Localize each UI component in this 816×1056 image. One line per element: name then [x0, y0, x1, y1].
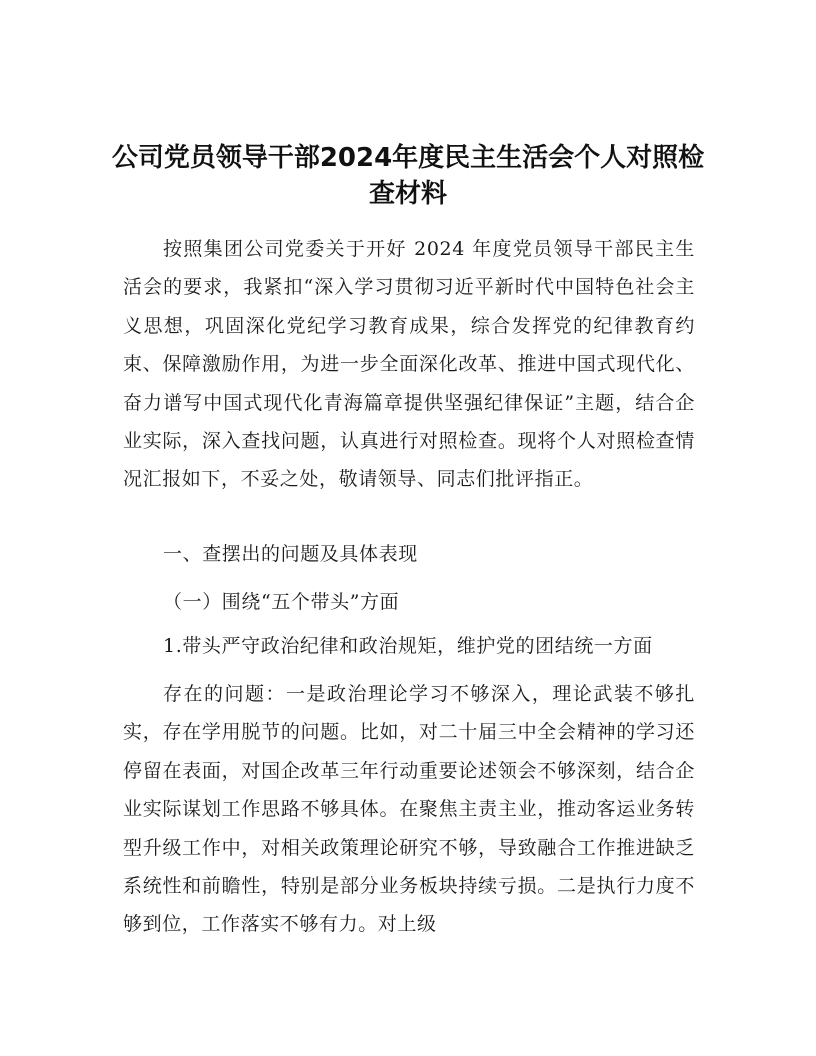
document-title: 公司党员领导干部2024年度民主生活会个人对照检查材料	[111, 143, 705, 209]
problem-paragraph-1: 存在的问题：一是政治理论学习不够深入，理论武装不够扎实，存在学用脱节的问题。比如，对二十届三中全会精神的学习还停留在表面，对国企改革三年行动重要论述领会不够深刻，结合企业实际谋划工作思路不够具体。在聚焦主责主业，推动客运业务转型升级工作中，对相关政策理论研究不够，导致融合工作推进缺乏系统性和前瞻性，特别是部分业务板块持续亏损。二是执行力度不够到位，工作落实不够有力。对上级	[123, 683, 695, 936]
item-heading-1: 1.带头严守政治纪律和政治规矩，维护党的团结统一方面	[163, 635, 653, 657]
subsection-heading-1-1: （一）围绕“五个带头”方面	[163, 591, 400, 613]
section-heading-1: 一、查摆出的问题及具体表现	[163, 543, 418, 565]
intro-paragraph: 按照集团公司党委关于开好 2024 年度党员领导干部民主生活会的要求，我紧扣“深入学习贯彻习近平新时代中国特色社会主义思想，巩固深化党纪学习教育成果，综合发挥党的纪律教育约束、保障激励作用，为进一步全面深化改革、推进中国式现代化、奋力谱写中国式现代化青海篇章提供坚强纪律保证”主题，结合企业实际，深入查找问题，认真进行对照检查。现将个人对照检查情况汇报如下，不妥之处，敬请领导、同志们批评指正。	[123, 238, 695, 491]
